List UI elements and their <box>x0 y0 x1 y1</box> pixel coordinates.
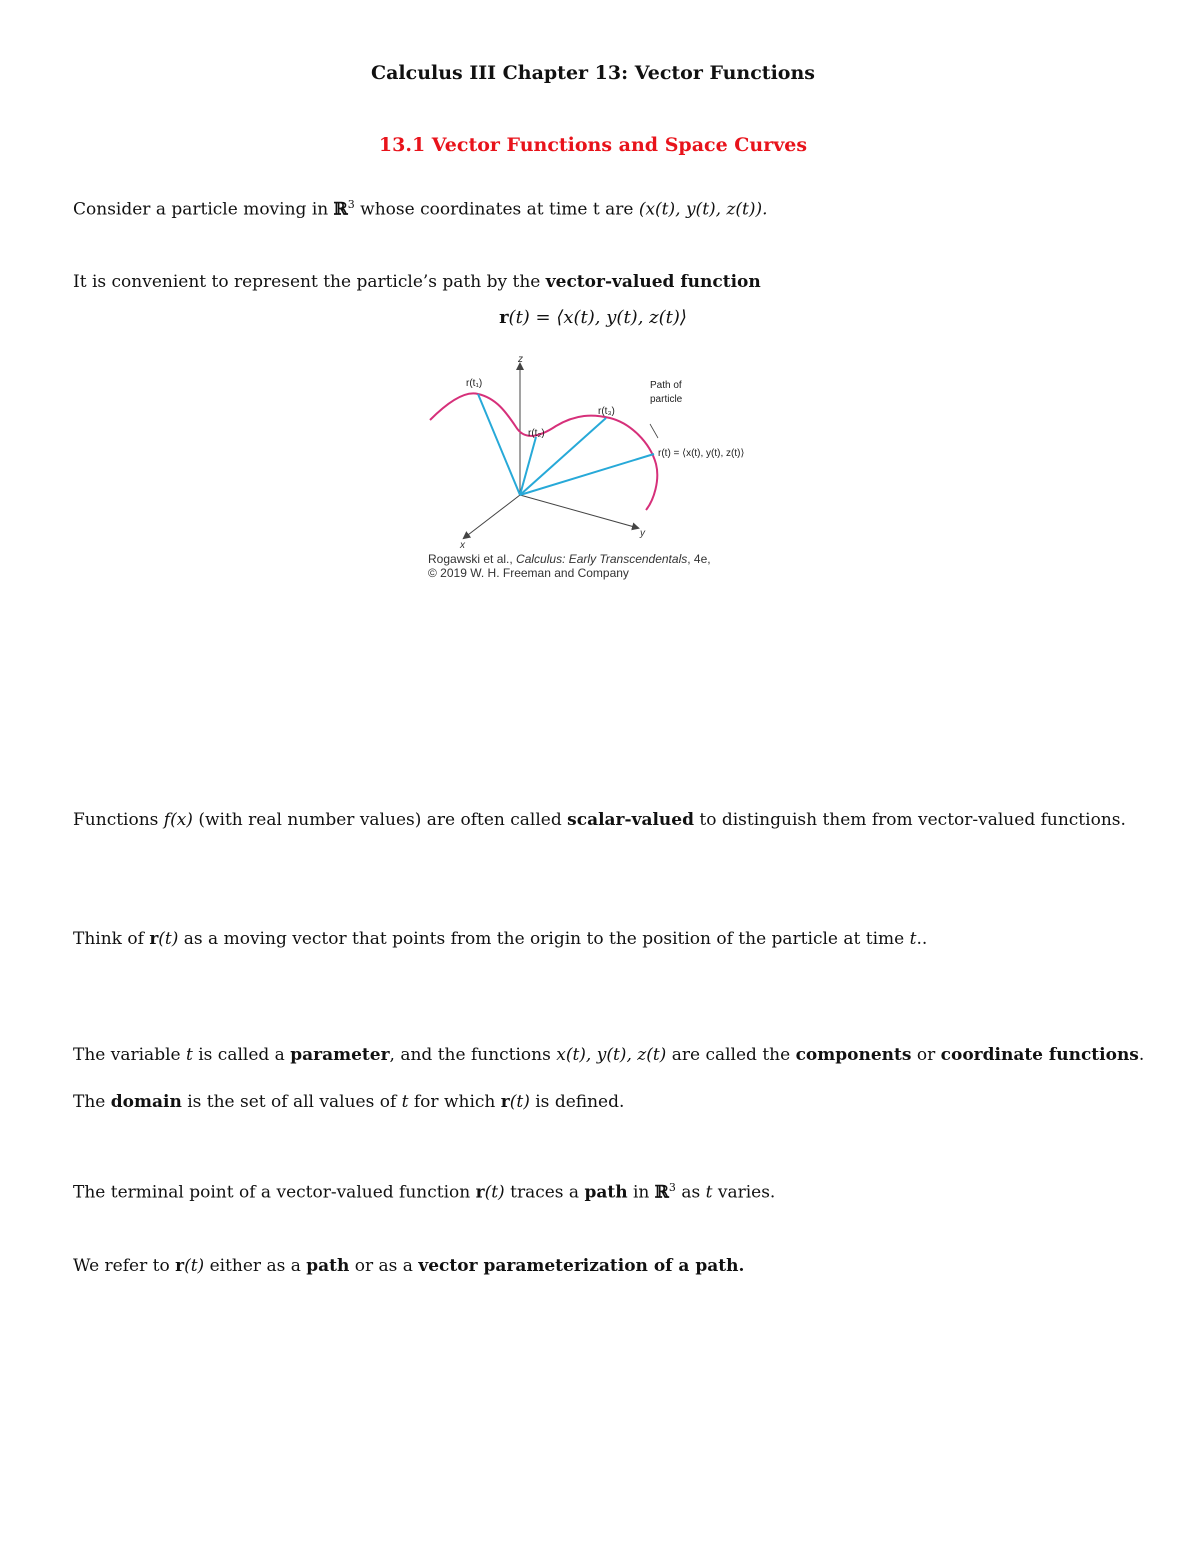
text: It is convenient to represent the particle’s path by the <box>73 272 546 292</box>
text: are called the <box>666 1045 796 1065</box>
paragraph-terminal-point <box>73 1181 775 1203</box>
section-heading: 13.1 Vector Functions and Space Curves <box>378 134 808 156</box>
r-bold: r <box>500 1092 510 1112</box>
f-of-x: f(x) <box>163 810 193 830</box>
y-axis-label: y <box>640 528 645 539</box>
term-scalar-valued: scalar-valued <box>567 810 694 830</box>
text: We refer to <box>73 1256 176 1276</box>
y-axis <box>520 495 638 528</box>
term-path: path <box>306 1256 350 1276</box>
t-arg: (t) <box>484 1182 505 1203</box>
label-r-t: r(t) = ⟨x(t), y(t), z(t)⟩ <box>658 448 745 459</box>
equation-rhs: (t) = ⟨x(t), y(t), z(t)⟩ <box>508 307 687 328</box>
t-arg: (t) <box>158 929 179 949</box>
x-axis-label: x <box>460 540 465 551</box>
text: or as a <box>349 1256 419 1276</box>
label-particle: particle <box>650 394 683 405</box>
text: for which <box>408 1092 501 1112</box>
r-bold: r <box>475 1182 485 1203</box>
vector-r-t1 <box>478 394 520 495</box>
t-var: t <box>401 1092 409 1112</box>
term-components: components <box>795 1045 912 1065</box>
label-r-t1: r(t₁) <box>466 378 483 389</box>
text: The variable <box>73 1045 186 1065</box>
space-curve-figure <box>418 352 768 592</box>
text: Functions <box>73 810 164 830</box>
reals-symbol: ℝ <box>333 199 348 220</box>
term-vector-parameterization: vector parameterization of a path. <box>418 1256 745 1276</box>
text: as a moving vector that points from the origin to the position of the particle at time <box>178 929 910 949</box>
text: , and the functions <box>389 1045 557 1065</box>
exponent: 3 <box>347 198 355 211</box>
label-r-t3: r(t₃) <box>598 406 615 417</box>
z-axis-label: z <box>518 354 523 365</box>
x-axis <box>464 495 520 538</box>
component-functions: x(t), y(t), z(t) <box>556 1045 667 1065</box>
text: as <box>675 1182 706 1203</box>
text: .. <box>916 929 928 949</box>
path-label-pointer <box>650 424 658 438</box>
r-bold: r <box>149 929 159 949</box>
t-arg: (t) <box>184 1256 205 1276</box>
label-path-of: Path of <box>650 380 682 391</box>
paragraph-particle <box>73 198 768 220</box>
paragraph-convenient <box>73 272 761 292</box>
coordinates-math: (x(t), y(t), z(t)). <box>638 199 768 220</box>
vector-r-t <box>520 454 654 495</box>
credit-authors: Rogawski et al., <box>428 552 517 566</box>
text: either as a <box>204 1256 307 1276</box>
label-r-t2: r(t₂) <box>528 428 545 439</box>
text: The <box>73 1092 111 1112</box>
paragraph-moving-vector <box>73 929 927 949</box>
t-var: t <box>705 1182 713 1203</box>
credit-book-title: Calculus: Early Transcendentals <box>516 552 688 566</box>
text: to distinguish them from vector-valued functions. <box>693 810 1126 830</box>
text: varies. <box>712 1182 776 1203</box>
text: in <box>627 1182 655 1203</box>
text: is the set of all values of <box>181 1092 402 1112</box>
paragraph-parameter <box>73 1045 1144 1065</box>
text: or <box>911 1045 941 1065</box>
credit-edition: , 4e, <box>687 552 711 566</box>
term-path: path <box>584 1182 628 1203</box>
text: The terminal point of a vector-valued function <box>73 1182 476 1203</box>
figure-credit <box>428 552 711 580</box>
vector-function-equation <box>0 307 1186 328</box>
t-var: t <box>185 1045 193 1065</box>
text: (with real number values) are often called <box>192 810 568 830</box>
reals-symbol: ℝ <box>654 1182 669 1203</box>
term-vector-valued-function: vector-valued function <box>545 272 761 292</box>
credit-copyright: © 2019 W. H. Freeman and Company <box>428 566 629 580</box>
text: . <box>1138 1045 1145 1065</box>
exponent: 3 <box>668 1181 676 1194</box>
document-title: Calculus III Chapter 13: Vector Functions <box>370 62 815 84</box>
paragraph-parameterization <box>73 1256 744 1276</box>
text: whose coordinates at time t are <box>354 199 639 220</box>
paragraph-domain <box>73 1092 624 1112</box>
r-bold: r <box>175 1256 185 1276</box>
text: Think of <box>73 929 150 949</box>
term-parameter: parameter <box>290 1045 390 1065</box>
t-arg: (t) <box>509 1092 530 1112</box>
vector-r-t2 <box>520 437 536 495</box>
term-coordinate-functions: coordinate functions <box>940 1045 1139 1065</box>
particle-path-curve <box>430 393 657 510</box>
text: traces a <box>504 1182 585 1203</box>
text: is called a <box>192 1045 291 1065</box>
r-bold: r <box>499 307 509 328</box>
term-domain: domain <box>110 1092 182 1112</box>
t-var: t <box>909 929 917 949</box>
paragraph-scalar-valued <box>73 810 1126 830</box>
text: Consider a particle moving in <box>73 199 334 220</box>
text: is defined. <box>529 1092 625 1112</box>
